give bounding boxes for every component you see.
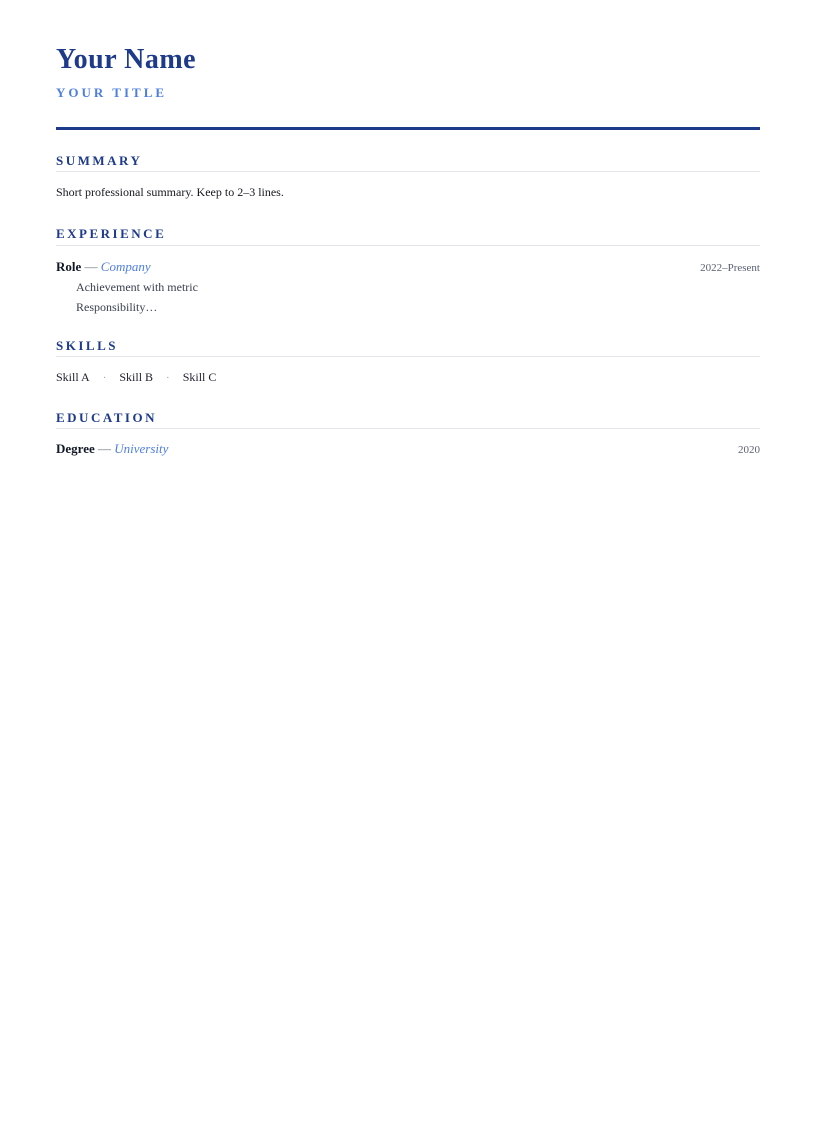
education-school-link[interactable]: University <box>114 441 169 457</box>
experience-bullet: Responsibility… <box>76 300 158 315</box>
skill-separator-dot: · <box>166 372 170 385</box>
resume-page <box>0 44 816 1144</box>
education-degree: Degree <box>56 441 95 457</box>
experience-role-separator: — <box>84 258 98 274</box>
summary-heading: SUMMARY <box>56 152 143 168</box>
section-experience <box>56 226 760 316</box>
skill-separator-dot: · <box>102 372 107 385</box>
skill-item: Skill A <box>56 370 90 385</box>
person-title: YOUR TITLE <box>56 85 168 101</box>
skill-item: Skill B <box>119 370 154 385</box>
summary-divider <box>56 171 760 172</box>
experience-heading: EXPERIENCE <box>56 225 167 241</box>
experience-company-link[interactable]: Company <box>100 258 151 274</box>
education-heading: EDUCATION <box>56 409 157 425</box>
experience-dates: 2022–Present <box>700 261 760 274</box>
experience-role: Role <box>56 258 82 274</box>
resume-header <box>56 44 760 101</box>
experience-divider <box>56 245 760 246</box>
experience-entry-left <box>56 259 151 276</box>
education-divider <box>56 428 760 429</box>
skills-heading: SKILLS <box>56 337 118 353</box>
education-dates: 2020 <box>738 444 760 457</box>
experience-entry <box>56 259 760 276</box>
experience-bullet: Achievement with metric <box>76 280 198 295</box>
skills-list <box>56 370 760 386</box>
skills-divider <box>56 356 760 357</box>
section-education <box>56 410 760 458</box>
education-degree-separator: — <box>97 441 111 457</box>
skill-item: Skill C <box>182 370 217 385</box>
experience-bullets <box>56 280 760 315</box>
education-entry-left <box>56 441 168 458</box>
section-summary <box>56 153 760 201</box>
education-entry <box>56 441 760 458</box>
summary-text: Short professional summary. Keep to 2–3 lines. <box>56 185 284 200</box>
section-skills <box>56 338 760 386</box>
header-divider <box>56 127 760 130</box>
person-name: Your Name <box>56 44 197 75</box>
